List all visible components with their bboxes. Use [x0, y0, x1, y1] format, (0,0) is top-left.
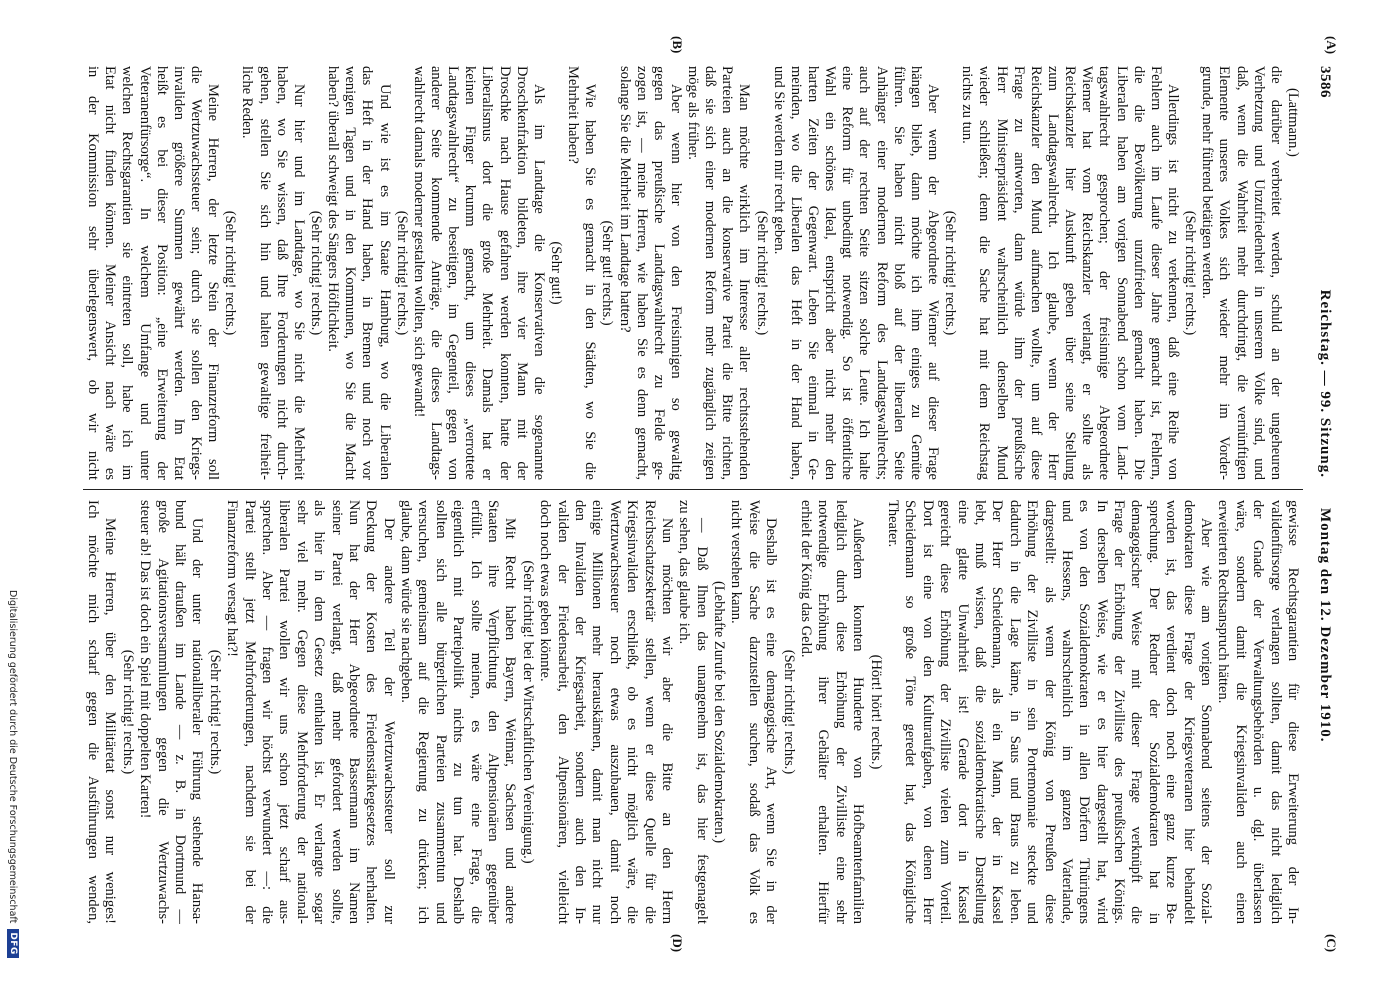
text-line: Man möchte wirklich im Interesse aller rechtsstehenden	[736, 84, 753, 480]
text-line: glaube, dann würde sie nachgeben.	[398, 500, 415, 703]
text-line: versuchen, gemeinsam auf die Regierung zu drücken; ich	[415, 500, 432, 924]
text-line: Erhöhung der Zivilliste in sein Portemonnaie steckte und	[1024, 500, 1041, 924]
text-line: liberalen Partei wollen wir uns schon jetzt scharf aus-	[276, 500, 293, 924]
text-line: Der andere Teil der Wertzuwachssteuer soll zur	[380, 518, 397, 924]
text-line: haben, wo Sie wissen, daß Ihre Forderungen nicht durch-	[273, 66, 290, 480]
text-line: heißt es bei dieser Position: „eine Erweiterung der	[153, 66, 170, 480]
text-line: Droschke nach Hause gefahren werden konnten, hatte der	[496, 66, 513, 480]
interjection: (Sehr gut!)	[547, 241, 564, 305]
text-line: invaliden größere Summen gewährt werden. Im Etat	[170, 66, 187, 480]
text-line: erweiterten Rechtsanspruch hätten.	[1215, 500, 1232, 704]
interjection: (Sehr richtig! rechts.)	[222, 210, 239, 336]
text-line: tagswahlrecht gesprochen; der freisinnige Abgeordnete	[1096, 66, 1113, 480]
text-line: Fehlern auch im Laufe dieser Jahre gemacht ist, Fehlern,	[1147, 66, 1164, 480]
text-line: Nur hier und im Landtage, wo Sie nicht die Mehrheit	[290, 84, 307, 480]
digitization-credit	[7, 590, 19, 958]
text-line: Veteranenfürsorge“. In welchem Umfange und unter	[136, 66, 153, 480]
text-line: Meine Herren, über den Militäretat sonst nur weniges!	[102, 518, 119, 924]
interjection: (Sehr richtig! rechts.)	[942, 210, 959, 336]
text-line: eigentlich mit Parteipolitik nichts zu tun hat. Deshalb	[450, 500, 467, 924]
text-line: gewisse Rechtsgarantien für diese Erweiterung der In-	[1285, 500, 1301, 924]
text-line: Ich möchte mich scharf gegen die Ausführungen wenden,	[85, 500, 102, 924]
text-line: haben? überall schweigt des Sängers Höflichkeit.	[325, 66, 342, 352]
text-line: Mehrheit haben?	[565, 66, 582, 164]
text-line: große Agitationsversammlungen gegen die Wertzuwachs-	[154, 500, 171, 924]
text-line: und Hessens, wahrscheinlich im ganzen Vaterlande,	[1058, 500, 1075, 924]
text-line: sehr viel mehr. Gegen diese Mehrforderung der national-	[293, 500, 310, 924]
text-line: Der Herr Scheidemann, als ein Mann, der in Kassel	[989, 500, 1006, 924]
text-line: zu sehen, das glaube ich.	[676, 500, 693, 645]
text-line: Weise die Sache darzustellen suchen, sodaß das Volk es	[745, 500, 762, 924]
page-number: 3586	[1317, 66, 1333, 98]
text-line: Scheidemann so große Töne geredet hat, das Königliche	[902, 500, 919, 924]
text-line: Aber wie am vorigen Sonnabend seitens der Sozial-	[1198, 518, 1215, 924]
text-line: Reichsschatzsekretär stellen, wenn er diese Quelle für die	[641, 500, 658, 924]
interjection: (Sehr richtig! rechts.)	[753, 210, 770, 336]
text-line: gehen, stellen Sie sich hin und halten gewaltige freiheit-	[256, 66, 273, 480]
text-line: doch noch etwas geben könnte.	[537, 500, 554, 682]
text-line: keinen Finger krumm gemacht, um dieses „verrottete	[462, 66, 479, 480]
interjection: (Hört! hört! rechts.)	[867, 654, 884, 770]
text-line: Und wie ist es im Staate Hamburg, wo die Liberalen	[376, 84, 393, 480]
text-line: als hier in dem Gesetz enthalten ist. Er verlangte sogar	[311, 500, 328, 924]
text-line: notwendige Erhöhung ihrer Gehälter erhalten. Hierfür	[815, 500, 832, 924]
text-line: Deckung der Kosten des Friedensstärkegesetzes herhalten.	[363, 500, 380, 924]
margin-mark-d: (D)	[670, 934, 685, 953]
credit-text: Digitalisierung gefördert durch die Deutsche Forschungsgemeinschaft	[7, 590, 19, 924]
text-line: daß sie sich einer modernen Reform mehr zugänglich zeigen	[702, 66, 719, 480]
text-line: auch auf der rechten Seite sitzen solche Leute. Ich halte	[856, 66, 873, 480]
text-line: die die Bevölkerung unzufrieden gemacht haben. Die	[1130, 66, 1147, 480]
text-line: erhielt der König das Geld.	[798, 500, 815, 658]
text-line: führen. Sie haben nicht bloß auf der liberalen Seite	[890, 66, 907, 480]
text-line: Allerdings ist nicht zu verkennen, daß eine Reihe von	[1165, 84, 1182, 480]
text-line: der Gnade der Verwaltungsbehörden u. dgl. überlassen	[1250, 500, 1267, 924]
text-line: Meine Herren, der letzte Stein der Finanzreform soll	[205, 84, 222, 480]
session-date: Montag den 12. Dezember 1910.	[1317, 508, 1333, 743]
interjection: (Sehr richtig! rechts.)	[393, 210, 410, 336]
text-line: eine Reform für unbedingt notwendig. So ist öffentliche	[839, 66, 856, 480]
text-line: sprechung. Der Redner der Sozialdemokraten hat in	[1145, 500, 1162, 924]
text-line: gereicht diese Erhöhung der Zivilliste vielen zum Vorteil.	[937, 500, 954, 924]
text-line: Liberalismus dort die große Mehrheit. Damals hat er	[479, 66, 496, 480]
text-line: bund hält draußen im Lande — z. B. in Dortmund —	[172, 500, 188, 924]
text-line: Und der unter nationalliberaler Führung stehende Hansa-	[189, 518, 206, 924]
text-line: validen der Friedensarbeit, den Altpensionären, vielleicht	[554, 500, 571, 924]
text-line: gegen das preußische Landtagswahlrecht zu Felde ge-	[650, 66, 667, 480]
text-line: zum Landtagswahlrecht. Ich glaube, wenn der Herr	[1045, 66, 1062, 480]
interjection: (Sehr richtig! rechts.)	[1182, 210, 1199, 336]
interjection: (Sehr gut! rechts.)	[599, 220, 616, 326]
text-line: Landtagswahlrecht“ zu beseitigen, im Gegenteil, gegen von	[445, 66, 462, 480]
text-line: zogen ist, — meine Herren, wie haben Sie es denn gemacht,	[633, 66, 650, 480]
column-divider	[83, 489, 1303, 490]
text-line: Kriegsinvaliden erschließt, ob es nicht möglich wäre, die	[624, 500, 641, 924]
text-line: Staaten ihre Verpflichtung den Altpensionären gegenüber	[485, 500, 502, 924]
text-line: es von den Sozialdemokraten in allen Dörfern Thüringens	[1076, 500, 1093, 924]
text-line: — Daß Ihnen das unangenehm ist, das hier festgenagelt	[693, 518, 710, 924]
text-line: Finanzreform versagt hat?!	[224, 500, 241, 658]
interjection: (Sehr richtig! bei der Wirtschaftlichen Vereinigung.)	[519, 560, 536, 864]
margin-mark-a: (A)	[1324, 36, 1339, 55]
text-line: Wertzuwachssteuer noch etwas auszubauen, damit noch	[606, 500, 623, 924]
text-line: in der Kommission sehr überlegenswert, ob wir nicht	[85, 66, 102, 480]
text-line: lediglich durch diese Erhöhung der Zivilliste eine sehr	[832, 500, 849, 924]
text-line: lebt, muß wissen, daß die sozialdemokratische Darstellung	[971, 500, 988, 924]
text-line: Wiemer hat vom Reichskanzler verlangt, er sollte als	[1079, 66, 1096, 480]
interjection: (Sehr richtig! rechts.)	[780, 649, 797, 775]
interjection: (Sehr richtig! rechts.)	[307, 210, 324, 336]
column-left	[84, 66, 1301, 480]
text-line: das Heft in der Hand haben, in Bremen und noch vor	[359, 66, 376, 480]
text-line: die darüber verbreitet werden, schuld an der ungeheuren	[1267, 66, 1284, 480]
text-line: Reichskanzler den Mund aufmachen wollte, um auf diese	[1027, 66, 1044, 480]
margin-mark-c: (C)	[1324, 934, 1339, 953]
text-line: Wie haben Sie es gemacht in den Städten, wo Sie die	[582, 84, 599, 480]
text-line: Dort ist eine von den Kulturaufgaben, von denen Herr	[919, 500, 936, 924]
text-line: nichts zu tun.	[959, 66, 976, 144]
text-line: sollten sich alle bürgerlichen Parteien zusammentun und	[432, 500, 449, 924]
text-line: liche Reden.	[239, 66, 256, 139]
text-line: grunde, mehr führend betätigen werden.	[1199, 66, 1216, 299]
text-line: erfüllt. Ich sollte meinen, es wäre eine Frage, die	[467, 500, 484, 924]
text-line: In derselben Weise, wie er es hier dargestellt hat, wird	[1093, 500, 1110, 924]
text-line: und Sie werden mir recht geben.	[770, 66, 787, 255]
text-line: einige Millionen mehr herauskämen, damit man nicht nur	[589, 500, 606, 924]
text-line: Etat nicht finden können. Meiner Ansicht nach wäre es	[102, 66, 119, 480]
text-line: Parteien auch an die konservative Partei die Bitte richten,	[719, 66, 736, 480]
text-line: dargestellt: als wenn der König von Preußen diese	[1041, 500, 1058, 924]
text-line: Nun hat der Herr Abgeordnete Bassermann im Namen	[345, 500, 362, 924]
session-title: Reichstag. — 99. Sitzung.	[1317, 289, 1333, 478]
text-line: die Wertzuwachssteuer sein; durch sie sollen den Kriegs-	[188, 66, 204, 480]
text-line: wieder schließen; denn die Sache hat mit dem Reichstag	[976, 66, 993, 480]
text-line: Außerdem konnten Hunderte von Hofbeamtenfamilien	[850, 518, 867, 924]
text-line: welchen Rechtsgarantien sie eintreten soll, habe ich im	[119, 66, 136, 480]
text-line: demagogischer Weise mit dieser Frage verknüpft die	[1128, 500, 1145, 924]
text-line: steuer ab! Das ist doch ein Spiel mit doppelten Karten!	[137, 500, 154, 819]
text-line: anderer Seite kommende Anträge, die dieses Landtags-	[427, 66, 444, 480]
text-line: Deshalb ist es eine demagogische Art, wenn Sie in der	[763, 518, 780, 924]
text-line: demokraten diese Frage der Kriegsveteranen hier behandelt	[1180, 500, 1197, 924]
text-line: nicht verstehen kann.	[728, 500, 745, 624]
text-line: Theater.	[885, 500, 902, 548]
text-line: Nun möchten wir aber die Bitte an den Herrn	[658, 518, 675, 924]
text-line: harten Zeiten der Gegenwart. Leben Sie einmal in Ge-	[805, 66, 822, 480]
text-line: Frage zu antworten, dann würde ihm der preußische	[1010, 66, 1027, 480]
text-line: meinden, wo die Liberalen das Heft in der Hand haben,	[787, 66, 804, 480]
text-line: den Invaliden der Kriegsarbeit, sondern auch den In-	[571, 500, 588, 924]
text-line: Droschkenfraktion bildeten, ihre vier Mann mit der	[513, 66, 530, 480]
text-line: sprechen. Aber — fragen wir höchst verwundert —: die	[258, 500, 275, 924]
text-line: Aber wenn der Abgeordnete Wiemer auf dieser Frage	[925, 84, 942, 480]
text-line: Als im Landtage die Konservativen die sogenannte	[530, 84, 547, 480]
text-line: wahlrecht damals moderner gestalten wollten, sich gewandt!	[410, 66, 427, 418]
text-line: Partei stellt jetzt Mehrforderungen, nachdem sie bei der	[241, 500, 258, 924]
column-right	[84, 500, 1301, 924]
speaker-name: (Lattmann.)	[1285, 88, 1301, 157]
text-line: solange Sie die Mehrheit im Landtage hatten?	[616, 66, 633, 333]
text-line: seiner Partei verlangt, daß mehr gefordert werden sollte,	[328, 500, 345, 924]
text-line: Mit Recht haben Bayern, Weimar, Sachsen und andere	[502, 518, 519, 924]
text-line: daß, wenn die Wahrheit mehr durchdringt, die vernünftigen	[1233, 66, 1250, 480]
text-line: Verhetzung und Unzufriedenheit in unserem Volke sind, und	[1250, 66, 1267, 480]
text-line: Liberalen haben am vorigen Sonnabend schon vom Land-	[1113, 66, 1130, 480]
interjection: (Sehr richtig! rechts.)	[206, 649, 223, 775]
text-line: Wahl ein schönes Ideal, entspricht aber nicht mehr den	[822, 66, 839, 480]
interjection: (Sehr richtig! rechts.)	[119, 649, 136, 775]
interjection: (Lebhafte Zurufe bei den Sozialdemokraten.)	[711, 580, 728, 844]
text-line: Aber wenn hier von den Freisinnigen so gewaltig	[667, 84, 684, 480]
text-line: Elemente unseres Volkes sich wieder mehr im Vorder-	[1216, 66, 1233, 480]
text-line: wenigen Tagen und in den Kommunen, wo Sie die Macht	[342, 66, 359, 480]
text-line: validenfürsorge verlangen sollten, damit das nicht lediglich	[1267, 500, 1284, 924]
text-line: dadurch in die Lage käme, in Saus und Braus zu leben.	[1006, 500, 1023, 924]
dfg-logo: DFG	[7, 929, 19, 958]
text-line: eine glatte Unwahrheit ist! Gerade dort in Kassel	[954, 500, 971, 924]
text-line: Anhänger einer modernen Reform des Landtagswahlrechts;	[873, 66, 890, 480]
text-line: worden ist, das verdient doch noch eine ganz kurze Be-	[1163, 500, 1180, 924]
text-line: möge als früher.	[685, 66, 702, 160]
text-line: Herr Ministerpräsident wahrscheinlich denselben Mund	[993, 66, 1010, 480]
text-line: Frage der Erhöhung der Zivilliste des preußischen Königs.	[1111, 500, 1128, 924]
margin-mark-b: (B)	[670, 36, 685, 54]
text-line: Reichskanzler hier Auskunft geben über seine Stellung	[1062, 66, 1079, 480]
text-line: hängen blieb, dann möchte ich ihm einiges zu Gemüte	[907, 66, 924, 480]
text-line: wäre, sondern damit die Kriegsinvaliden auch einen	[1232, 500, 1249, 924]
